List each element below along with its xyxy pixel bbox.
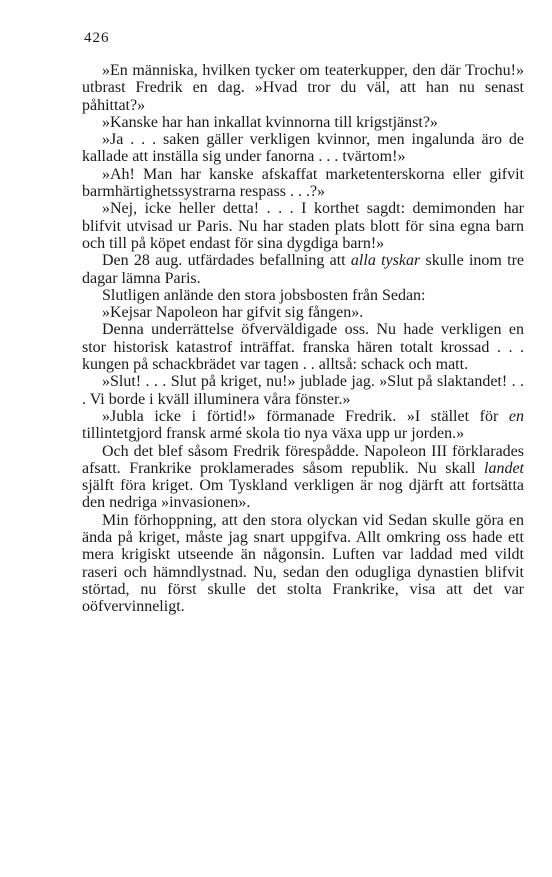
text-run: skulle inom tre dagar lämna Paris. xyxy=(82,252,525,287)
paragraph xyxy=(82,252,524,287)
page-number: 426 xyxy=(84,30,110,46)
text-run: »Ja . . . saken gäller verkligen kvinnor, men ingalunda äro de kallade att inställa sig under fanorna . . . tvärtom!» xyxy=(82,131,524,166)
paragraph xyxy=(82,200,524,252)
text-run: »En människa, hvilken tycker om teaterkupper, den där Trochu!» utbrast Fredrik en dag. »Hvad tror du väl, att han nu senast påhittat?» xyxy=(82,62,524,114)
text-run: själft föra kriget. Om Tyskland verkligen är nog djärft att fortsätta den nedriga »invasionen». xyxy=(82,477,524,512)
text-run: Min förhoppning, att den stora olyckan vid Sedan skulle göra en ända på kriget, måste jag snart uppgifva. Allt omkring oss hade ett mera krigiskt utseende än någonsin. Luften var laddad med vildt raseri och hämndlystnad. Nu, sedan den odugliga dynastien blifvit störtad, nu först skulle det stolta Frankrike, visa att det var oöfvervinneligt. xyxy=(82,511,524,616)
body-text xyxy=(82,62,524,616)
text-run: »Slut! . . . Slut på kriget, nu!» jublade jag. »Slut på slaktandet! . . . Vi borde i kväll illuminera våra fönster.» xyxy=(82,373,524,408)
text-run: Denna underrättelse öfverväldigade oss. Nu hade verkligen en stor historisk katastrof inträffat. franska hären totalt krossad . . . kungen på schackbrädet var tagen . . alltså: schack och matt. xyxy=(82,321,524,374)
text-run: »Kejsar Napoleon har gifvit sig fången». xyxy=(102,304,364,322)
italic-text: landet xyxy=(484,459,524,477)
paragraph xyxy=(82,287,524,304)
paragraph xyxy=(82,114,524,131)
text-run: Och det blef såsom Fredrik förespådde. Napoleon III förklarades afsatt. Frankrike proklamerades såsom republik. Nu skall xyxy=(82,442,524,477)
text-run: »Jubla icke i förtid!» förmanade Fredrik. »I stället för xyxy=(102,407,509,425)
paragraph xyxy=(82,512,524,616)
text-run: Den 28 aug. utfärdades befallning att xyxy=(102,252,351,270)
text-run: Slutligen anlände den stora jobsbosten från Sedan: xyxy=(102,286,426,304)
paragraph xyxy=(82,408,524,443)
paragraph xyxy=(82,131,524,166)
paragraph xyxy=(82,321,524,373)
paragraph xyxy=(82,443,524,512)
italic-text: alla tyskar xyxy=(350,252,421,270)
paragraph xyxy=(82,304,524,321)
paragraph xyxy=(82,373,524,408)
text-run: tillintetgjord fransk armé skola tio nya växa upp ur jorden.» xyxy=(82,425,465,443)
paragraph xyxy=(82,62,524,114)
paragraph xyxy=(82,166,524,201)
text-run: »Kanske har han inkallat kvinnorna till krigstjänst?» xyxy=(102,113,438,131)
italic-text: en xyxy=(508,407,524,425)
text-run: »Ah! Man har kanske afskaffat marketenterskorna eller gifvit barmhärtighetssystrarna respass . . .?» xyxy=(82,165,524,201)
text-run: »Nej, icke heller detta! . . . I korthet sagdt: demimonden har blifvit utvisad ur Paris. Nu har staden plats blott för sina egna barn och till på köpet endast för sina dygdiga barn!» xyxy=(82,200,524,252)
